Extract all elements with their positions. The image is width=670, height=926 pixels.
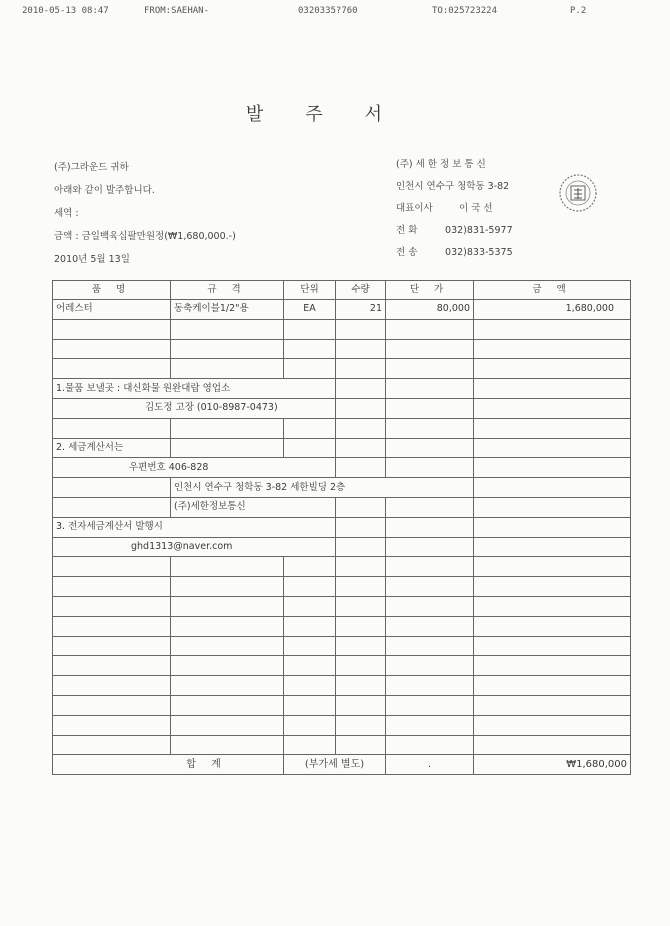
note-postcode: 우편번호 406-828 — [53, 458, 336, 478]
table-row — [53, 418, 631, 438]
amount-line: 금액 : 금일백육십팔만원정(₩1,680,000.-) — [54, 231, 236, 242]
note-delivery: 1.물품 보낼곳 : 대신화물 원완대랍 영업소 — [53, 379, 336, 399]
header-qty: 수량 — [336, 281, 386, 300]
fax-label: 전 송 — [396, 247, 418, 258]
supplier-address: 인천시 연수구 청학동 3-82 — [396, 181, 510, 192]
table-row — [53, 715, 631, 735]
item-name: 어레스터 — [53, 300, 171, 320]
supplier-block — [396, 157, 513, 267]
supplier-phone — [396, 223, 513, 245]
table-row — [53, 319, 631, 339]
total-row — [53, 755, 631, 775]
supplier-fax — [396, 245, 513, 267]
table-row — [53, 339, 631, 359]
fax-from: FROM:SAEHAN- — [144, 6, 210, 16]
note-invoice-heading: 2. 세금계산서는 — [53, 438, 171, 458]
table-row — [53, 636, 631, 656]
ceo-label: 대표이사 — [396, 203, 433, 214]
addressee: (주)그라운드 귀하 — [54, 162, 129, 173]
table-row — [53, 497, 631, 517]
item-unit-price: 80,000 — [386, 300, 474, 320]
table-row — [53, 676, 631, 696]
item-spec: 동축케이블1/2"용 — [171, 300, 284, 320]
table-row — [53, 359, 631, 379]
header-amount: 금 액 — [474, 281, 631, 300]
total-label: 합 계 — [53, 755, 284, 775]
detail-label: 세역 : — [54, 208, 79, 219]
order-table-wrap — [52, 280, 630, 794]
total-amount: ₩1,680,000 — [474, 755, 631, 775]
table-row — [53, 478, 631, 498]
table-header-row — [53, 281, 631, 300]
company-seal-icon — [556, 172, 600, 214]
table-row — [53, 577, 631, 597]
table-row — [53, 517, 631, 537]
fax-page: P.2 — [570, 6, 587, 16]
table-row — [53, 398, 631, 418]
item-unit: EA — [284, 300, 336, 320]
supplier-ceo — [396, 201, 513, 223]
table-row — [53, 616, 631, 636]
note-email: ghd1313@naver.com — [53, 537, 336, 557]
item-qty: 21 — [336, 300, 386, 320]
table-row — [53, 438, 631, 458]
intro-text: 아래와 같이 발주합니다. — [54, 185, 155, 196]
note-invoice-company: (주)세한정보통신 — [171, 497, 336, 517]
table-row — [53, 695, 631, 715]
table-row — [53, 458, 631, 478]
total-vat-note: (부가세 별도) — [284, 755, 386, 775]
fax-number: 032)833-5375 — [445, 247, 513, 258]
table-row — [53, 656, 631, 676]
header-item: 품 명 — [53, 281, 171, 300]
header-unit-price: 단 가 — [386, 281, 474, 300]
note-contact: 김도정 고장 (010-8987-0473) — [53, 398, 336, 418]
table-row — [53, 557, 631, 577]
supplier-company: (주) 세 한 정 보 통 신 — [396, 159, 486, 170]
fax-header — [22, 6, 642, 20]
phone-number: 032)831-5977 — [445, 225, 513, 236]
phone-label: 전 화 — [396, 225, 418, 236]
table-row — [53, 735, 631, 755]
header-unit: 단위 — [284, 281, 336, 300]
note-e-invoice-heading: 3. 전자세금계산서 발행시 — [53, 517, 336, 537]
header-spec: 규 격 — [171, 281, 284, 300]
total-dot: . — [386, 755, 474, 775]
ceo-name: 이 국 선 — [459, 203, 493, 214]
note-invoice-address: 인천시 연수구 청학동 3-82 세한빌딩 2층 — [171, 478, 474, 498]
page-title: 발주서 — [245, 104, 425, 125]
order-table — [52, 280, 631, 775]
fax-from-number: 0320335?760 — [298, 6, 358, 16]
recipient-block — [54, 160, 236, 275]
fax-to: TO:025723224 — [432, 6, 498, 16]
table-row — [53, 379, 631, 399]
order-date: 2010년 5월 13일 — [54, 254, 130, 265]
table-row — [53, 300, 631, 320]
table-row — [53, 596, 631, 616]
item-amount: 1,680,000 — [474, 300, 631, 320]
fax-datetime: 2010-05-13 08:47 — [22, 6, 109, 16]
table-row — [53, 537, 631, 557]
